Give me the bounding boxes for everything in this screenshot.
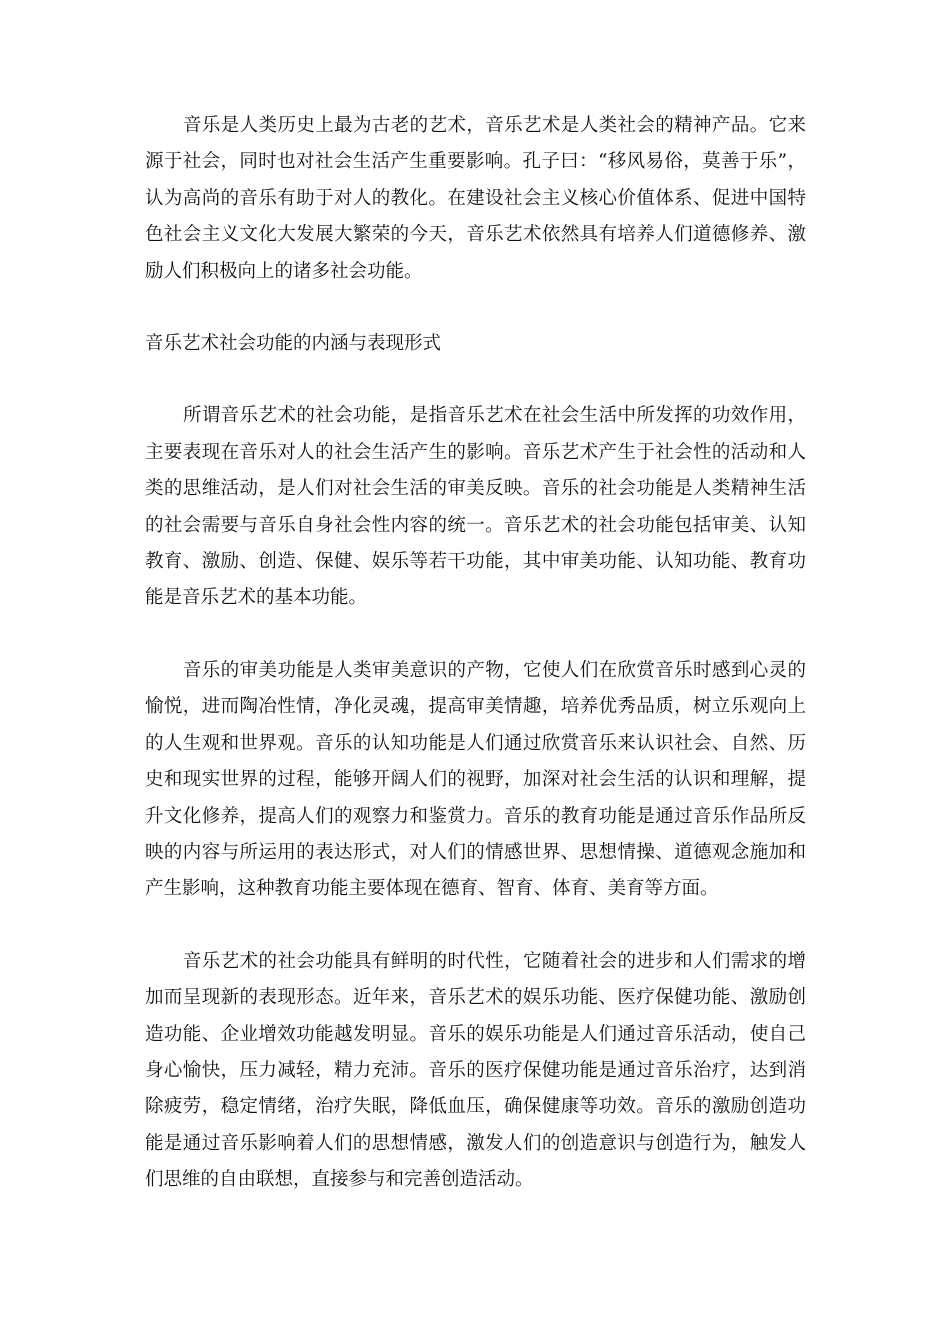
section-heading: 音乐艺术社会功能的内涵与表现形式 [145,333,442,355]
modern-functions-paragraph: 音乐艺术的社会功能具有鲜明的时代性，它随着社会的进步和人们需求的增加而呈现新的表现形态。近年来，音乐艺术的娱乐功能、医疗保健功能、激励创造功能、企业增效功能越发明显。音乐的娱乐功能是人们通过音乐活动，使自己身心愉快，压力减轻，精力充沛。音乐的医疗保健功能是通过音乐治疗，达到消除疲劳，稳定情绪，治疗失眠，降低血压，确保健康等功效。音乐的激励创造功能是通过音乐影响着人们的思想情感，激发人们的创造意识与创造行为，触发人们思维的自由联想，直接参与和完善创造活动。 [145,950,806,1191]
document-page [145,108,806,1235]
intro-paragraph: 音乐是人类历史上最为古老的艺术，音乐艺术是人类社会的精神产品。它来源于社会，同时也对社会生活产生重要影响。孔子曰：“移风易俗，莫善于乐”，认为高尚的音乐有助于对人的教化。在建设社会主义核心价值体系、促进中国特色社会主义文化大发展大繁荣的今天，音乐艺术依然具有培养人们道德修养、激励人们积极向上的诸多社会功能。 [145,115,806,282]
basic-functions-paragraph: 音乐的审美功能是人类审美意识的产物，它使人们在欣赏音乐时感到心灵的愉悦，进而陶冶性情，净化灵魂，提高审美情趣，培养优秀品质，树立乐观向上的人生观和世界观。音乐的认知功能是人们通过欣赏音乐来认识社会、自然、历史和现实世界的过程，能够开阔人们的视野，加深对社会生活的认识和理解，提升文化修养，提高人们的观察力和鉴赏力。音乐的教育功能是通过音乐作品所反映的内容与所运用的表达形式，对人们的情感世界、思想情操、道德观念施加和产生影响，这种教育功能主要体现在德育、智育、体育、美育等方面。 [145,659,806,900]
definition-paragraph: 所谓音乐艺术的社会功能，是指音乐艺术在社会生活中所发挥的功效作用，主要表现在音乐对人的社会生活产生的影响。音乐艺术产生于社会性的活动和人类的思维活动，是人们对社会生活的审美反映。音乐的社会功能是人类精神生活的社会需要与音乐自身社会性内容的统一。音乐艺术的社会功能包括审美、认知教育、激励、创造、保健、娱乐等若干功能，其中审美功能、认知功能、教育功能是音乐艺术的基本功能。 [145,405,806,609]
